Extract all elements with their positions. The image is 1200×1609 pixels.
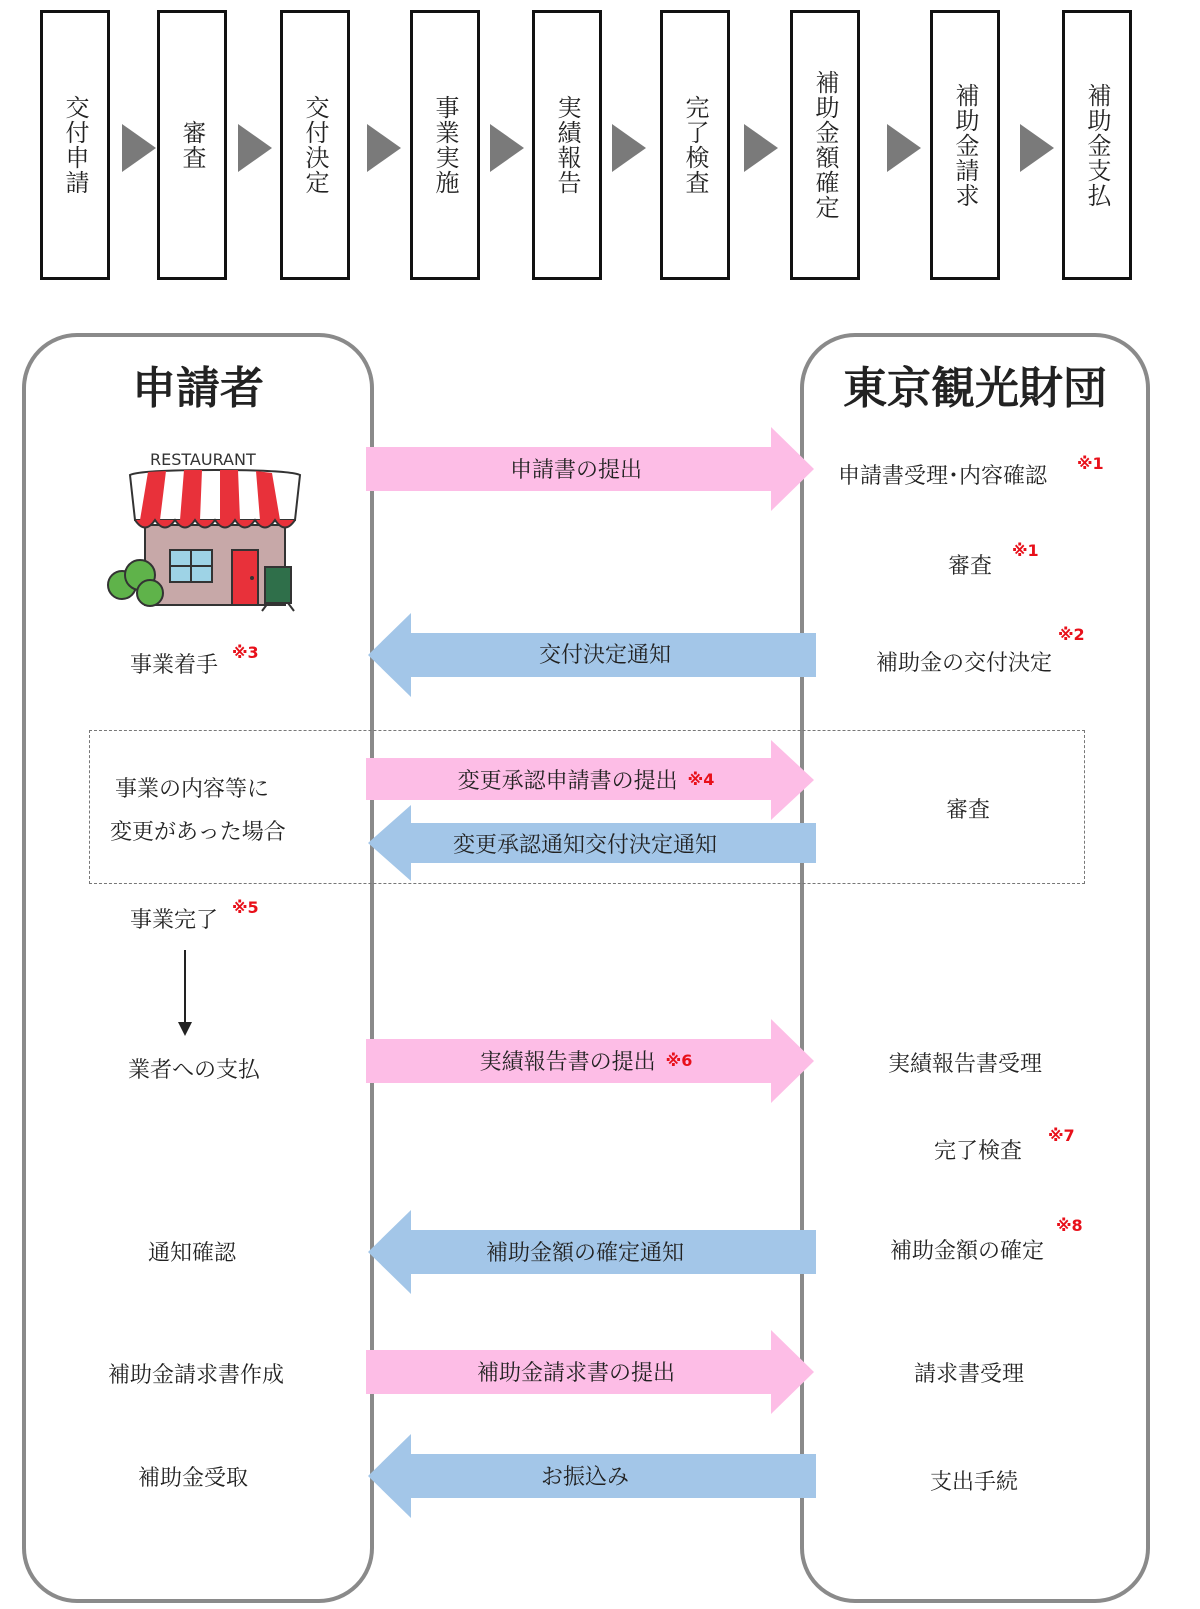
step-arrow-icon [238,124,272,172]
foundation-payout: 支出手続 [930,1470,1019,1495]
step-arrow-icon [1020,124,1054,172]
foundation-invoice-receipt: 請求書受理 [914,1362,1025,1387]
step-inspection [660,10,730,280]
applicant-invoice-create: 補助金請求書作成 [108,1363,285,1388]
arrow-label [395,638,815,669]
foundation-review: 審査 [948,554,993,579]
applicant-complete: 事業完了 [130,908,219,933]
arrow-text: 実績報告書の提出 [479,1050,656,1075]
applicant-notice-check: 通知確認 [148,1241,237,1266]
step-label: 補助金額確定 [811,70,839,220]
arrow-label [366,453,786,484]
step-amount-confirm [790,10,860,280]
note-mark: ※1 [1077,454,1104,473]
note-mark: ※1 [1012,541,1039,560]
note-mark: ※2 [1058,625,1085,644]
note-mark: ※6 [665,1051,693,1070]
note-mark: ※8 [1056,1216,1083,1235]
foundation-report-receipt: 実績報告書受理 [888,1052,1043,1077]
foundation-review-change: 審査 [946,798,991,823]
applicant-receive: 補助金受取 [138,1466,249,1491]
note-mark: ※3 [232,643,259,662]
step-payment [1062,10,1132,280]
note-mark: ※7 [1048,1126,1075,1145]
note-mark: ※4 [687,770,715,789]
foundation-amount-confirm: 補助金額の確定 [890,1239,1045,1264]
arrow-text: 補助金額の確定通知 [485,1241,684,1266]
arrow-text: 補助金請求書の提出 [476,1361,675,1386]
foundation-lane [800,333,1150,1603]
arrow-label [375,1236,795,1267]
arrow-label [366,764,806,795]
applicant-change-line1: 事業の内容等に [115,777,270,802]
applicant-lane-title: 申請者 [132,363,264,414]
step-label: 審査 [178,120,206,170]
step-label: 実績報告 [553,95,581,195]
applicant-change-line2: 変更があった場合 [110,820,286,845]
step-grant-decision [280,10,350,280]
step-arrow-icon [122,124,156,172]
arrow-text: 変更承認通知交付決定通知 [452,833,717,858]
step-label: 補助金支払 [1083,82,1111,208]
step-claim [930,10,1000,280]
step-arrow-icon [744,124,778,172]
step-arrow-icon [887,124,921,172]
step-arrow-icon [612,124,646,172]
arrow-label [366,1045,806,1076]
arrow-text: 変更承認申請書の提出 [457,769,678,794]
step-label: 交付申請 [61,95,89,195]
step-arrow-icon [490,124,524,172]
restaurant-icon [100,445,310,615]
applicant-start: 事業着手 [130,653,219,678]
arrow-label [375,1460,795,1491]
step-arrow-icon [367,124,401,172]
arrow-text: お振込み [540,1465,629,1490]
step-implementation [410,10,480,280]
arrow-text: 交付決定通知 [538,643,671,668]
arrow-text: 申請書の提出 [509,458,642,483]
foundation-lane-title: 東京観光財団 [843,363,1107,414]
applicant-pay-vendor: 業者への支払 [128,1058,261,1083]
arrow-label [375,828,795,859]
down-arrow-icon [176,950,194,1038]
step-application [40,10,110,280]
restaurant-sign: RESTAURANT [150,450,256,469]
step-label: 事業実施 [431,95,459,195]
foundation-receipt: 申請書受理･内容確認 [838,464,1048,489]
step-review [157,10,227,280]
foundation-inspection: 完了検査 [934,1139,1023,1164]
foundation-grant-decision: 補助金の交付決定 [876,651,1053,676]
step-report [532,10,602,280]
step-label: 交付決定 [301,95,329,195]
arrow-label [366,1356,786,1387]
step-label: 補助金請求 [951,82,979,208]
note-mark: ※5 [232,898,259,917]
step-label: 完了検査 [681,95,709,195]
